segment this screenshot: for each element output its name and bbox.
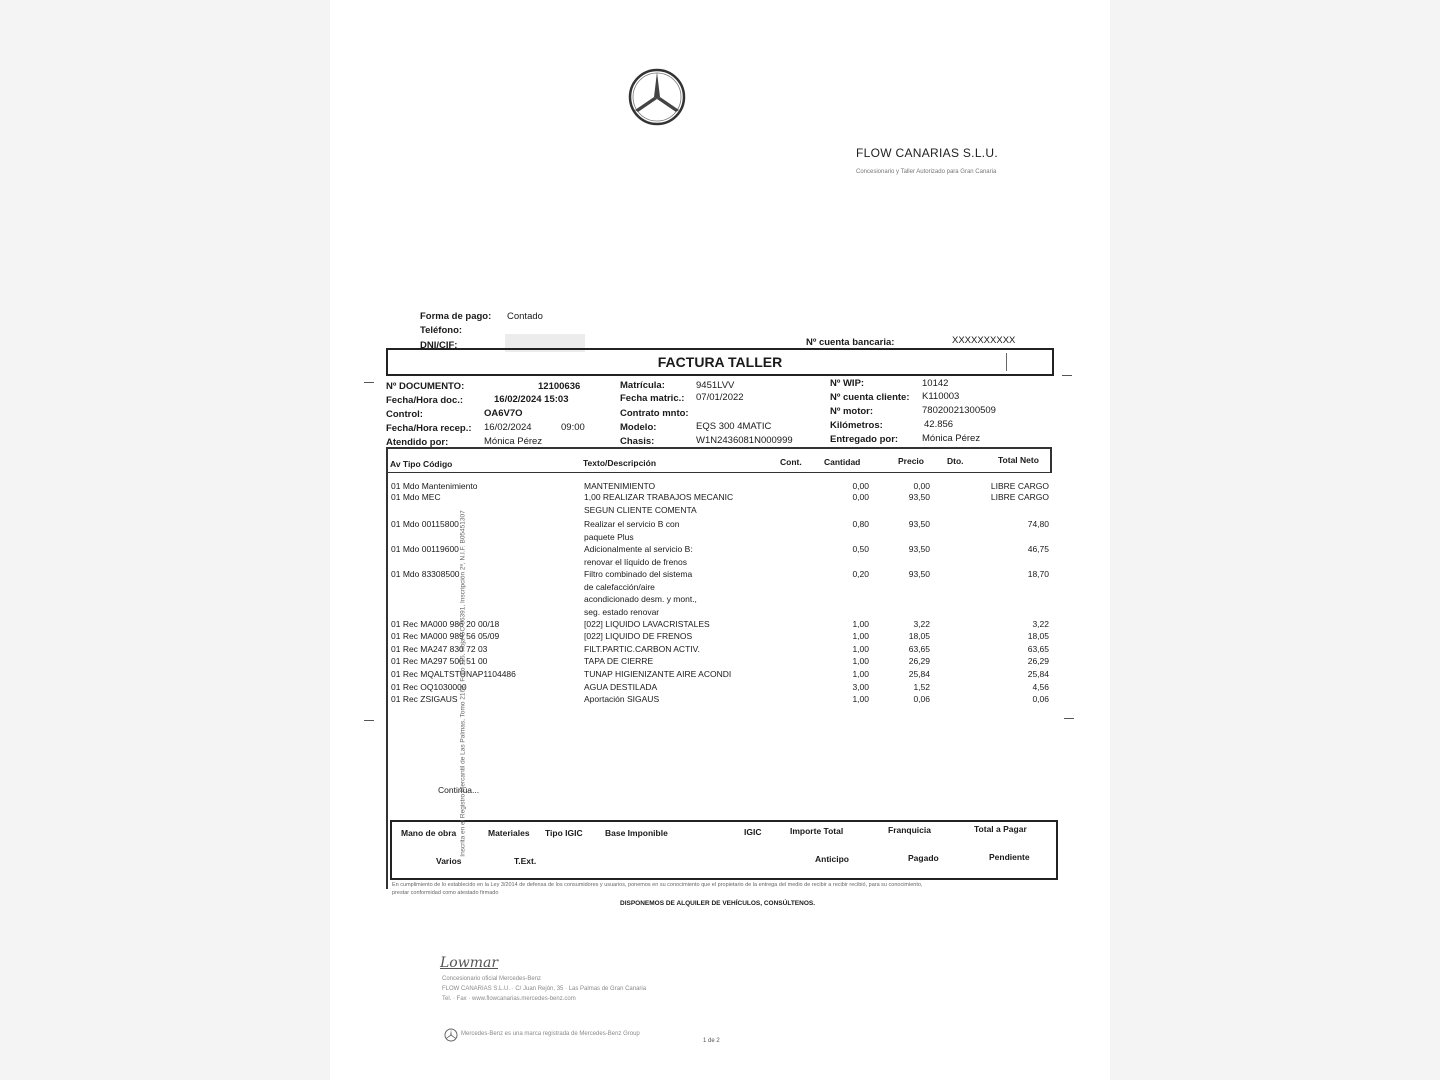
row-codigo: 01 Mdo 83308500 xyxy=(391,569,460,579)
row-cantidad: 1,00 xyxy=(852,656,869,666)
row-precio: 93,50 xyxy=(908,519,930,529)
footer-line-1: Concesionario oficial Mercedes-Benz xyxy=(442,976,542,982)
row-cantidad: 1,00 xyxy=(852,631,869,641)
atendido-value: Mónica Pérez xyxy=(484,436,543,447)
row-total: 3,22 xyxy=(1032,619,1049,629)
row-cantidad: 0,80 xyxy=(852,519,869,529)
row-cantidad: 1,00 xyxy=(852,669,869,679)
row-total: 18,70 xyxy=(1027,569,1049,579)
margin-tick xyxy=(1062,375,1072,376)
row-descripcion: [022] LIQUIDO DE FRENOS xyxy=(584,631,693,641)
total-pagar-label: Total a Pagar xyxy=(974,824,1027,834)
row-cantidad: 1,00 xyxy=(852,619,869,629)
row-precio: 1,52 xyxy=(913,682,930,692)
forma-pago-value: Contado xyxy=(507,311,543,322)
forma-pago-label: Forma de pago: xyxy=(420,311,492,322)
row-codigo: 01 Rec MQALTSTUNAP1104486 xyxy=(391,669,516,679)
row-descripcion: AGUA DESTILADA xyxy=(584,682,658,692)
mano-obra-label: Mano de obra xyxy=(401,828,457,838)
chasis-label: Chasis: xyxy=(620,436,655,447)
fecha-matric-value: 07/01/2022 xyxy=(696,392,744,403)
cuenta-bancaria-value: XXXXXXXXXX xyxy=(952,335,1016,346)
row-precio: 3,22 xyxy=(913,619,930,629)
pendiente-label: Pendiente xyxy=(989,852,1030,862)
fecha-doc-value: 16/02/2024 15:03 xyxy=(494,394,569,405)
row-codigo: 01 Mdo MEC xyxy=(391,492,441,502)
row-total: LIBRE CARGO xyxy=(990,492,1049,502)
cuenta-bancaria-label: Nº cuenta bancaria: xyxy=(806,337,895,348)
row-descripcion: Filtro combinado del sistema xyxy=(584,569,693,579)
row-descripcion: 1,00 REALIZAR TRABAJOS MECANIC xyxy=(584,492,734,502)
hora-recep-value: 09:00 xyxy=(561,422,585,433)
row-descripcion: MANTENIMIENTO xyxy=(584,481,656,491)
row-precio: 0,06 xyxy=(913,694,930,704)
fecha-matric-label: Fecha matric.: xyxy=(620,393,685,404)
col-texto-header: Texto/Descripción xyxy=(583,458,657,468)
row-descripcion: seg. estado renovar xyxy=(584,606,660,617)
margin-tick xyxy=(364,720,374,721)
legal-footnote-text: En cumplimiento de lo establecido en la Ley 3/2014 de defensa de los consumidores y usuarios, ponemos en su conocimiento que el propietario de la entrega del medio de recibir a recibir recibió, para su conocimiento, xyxy=(392,882,923,888)
row-codigo: 01 Rec MA000 986 20 00/18 xyxy=(391,619,500,629)
row-precio: 0,00 xyxy=(913,481,930,491)
margin-tick xyxy=(364,382,374,383)
pagado-label: Pagado xyxy=(908,853,939,863)
footer-line-4: Mercedes-Benz es una marca registrada de Mercedes-Benz Group xyxy=(461,1031,640,1037)
row-total: 74,80 xyxy=(1027,519,1049,529)
row-cantidad: 1,00 xyxy=(852,694,869,704)
franquicia-label: Franquicia xyxy=(888,825,931,835)
modelo-label: Modelo: xyxy=(620,422,657,433)
row-total: 25,84 xyxy=(1027,669,1049,679)
text-label: T.Ext. xyxy=(514,856,537,866)
km-label: Kilómetros: xyxy=(830,420,883,431)
col-tipo-header: Av Tipo Código xyxy=(390,459,453,469)
matricula-label: Matrícula: xyxy=(620,380,665,391)
legal-footnote-text-2: prestar conformidad como atestado firmado xyxy=(392,890,499,896)
row-cantidad: 0,00 xyxy=(852,492,869,502)
invoice-title-text: FACTURA TALLER xyxy=(657,354,783,370)
telefono-label: Teléfono: xyxy=(420,325,463,336)
materiales-label: Materiales xyxy=(488,828,530,838)
footer-line-3: Tel. · Fax · www.flowcanarias.mercedes-benz.com xyxy=(442,996,576,1002)
row-descripcion: TUNAP HIGIENIZANTE AIRE ACONDI xyxy=(584,669,732,679)
col-total-header: Total Neto xyxy=(998,455,1039,465)
header-divider xyxy=(386,472,1052,473)
company-subtitle: Concesionario y Taller Autorizado para Gran Canaria xyxy=(856,169,997,175)
row-total: 26,29 xyxy=(1027,656,1049,666)
row-descripcion: TAPA DE CIERRE xyxy=(584,656,654,666)
legal-footnote xyxy=(392,881,1062,897)
control-label: Control: xyxy=(386,409,423,420)
row-descripcion: renovar el líquido de frenos xyxy=(584,556,688,567)
row-total: 0,06 xyxy=(1032,694,1049,704)
row-total: 63,65 xyxy=(1027,644,1049,654)
row-codigo: 01 Rec OQ1030000 xyxy=(391,682,467,692)
row-cantidad: 0,50 xyxy=(852,544,869,554)
row-total: 18,05 xyxy=(1027,631,1049,641)
contrato-label: Contrato mnto: xyxy=(620,408,689,419)
entregado-value: Mónica Pérez xyxy=(922,433,981,444)
matricula-value: 9451LVV xyxy=(696,380,735,391)
control-value: OA6V7O xyxy=(484,408,523,419)
col-cont-header: Cont. xyxy=(780,457,802,467)
wip-label: Nº WIP: xyxy=(830,378,865,389)
col-precio-header: Precio xyxy=(898,456,924,466)
row-codigo: 01 Rec ZSIGAUS xyxy=(391,694,458,704)
cuenta-cliente-label: Nº cuenta cliente: xyxy=(830,392,910,403)
row-total: 4,56 xyxy=(1032,682,1049,692)
entregado-label: Entregado por: xyxy=(830,434,899,445)
row-codigo: 01 Mdo Mantenimiento xyxy=(391,481,478,491)
dni-label: DNI/CIF: xyxy=(420,340,458,351)
row-cantidad: 0,00 xyxy=(852,481,869,491)
km-value: 42.856 xyxy=(924,419,954,430)
margin-tick xyxy=(1064,718,1074,719)
footer-line-2: FLOW CANARIAS S.L.U. · C/ Juan Rejón, 35 · Las Palmas de Gran Canaria xyxy=(442,986,647,992)
row-codigo: 01 Rec MA247 830 72 03 xyxy=(391,644,488,654)
row-precio: 93,50 xyxy=(908,569,930,579)
row-codigo: 01 Rec MA000 989 56 05/09 xyxy=(391,631,500,641)
tipo-igic-label: Tipo IGIC xyxy=(545,828,583,838)
row-precio: 93,50 xyxy=(908,544,930,554)
row-precio: 93,50 xyxy=(908,492,930,502)
row-precio: 63,65 xyxy=(908,644,930,654)
mercedes-mini-icon xyxy=(444,1028,458,1042)
company-name: FLOW CANARIAS S.L.U. xyxy=(856,146,999,160)
row-codigo: 01 Mdo 00115800 xyxy=(391,519,459,529)
col-cantidad-header: Cantidad xyxy=(824,457,861,467)
wip-value: 10142 xyxy=(922,378,949,389)
row-cantidad: 0,20 xyxy=(852,569,869,579)
mercedes-star-icon xyxy=(626,68,688,126)
row-precio: 18,05 xyxy=(908,631,930,641)
signature: Lowmar xyxy=(440,955,499,971)
continua-text: Continúa... xyxy=(438,785,480,795)
base-imponible-label: Base Imponible xyxy=(605,828,668,838)
row-precio: 26,29 xyxy=(908,656,930,666)
num-doc-value: 12100636 xyxy=(538,381,581,392)
fecha-recep-value: 16/02/2024 xyxy=(484,422,532,433)
motor-label: Nº motor: xyxy=(830,406,874,417)
fecha-recep-label: Fecha/Hora recep.: xyxy=(386,423,472,434)
row-descripcion: de calefacción/aire xyxy=(584,581,655,592)
row-codigo: 01 Mdo 00119600 xyxy=(391,544,459,554)
chasis-value: W1N2436081N000999 xyxy=(696,435,793,446)
row-total: 46,75 xyxy=(1027,544,1049,554)
row-cantidad: 1,00 xyxy=(852,644,869,654)
row-descripcion: Adicionalmente al servicio B: xyxy=(584,544,693,554)
invoice-title xyxy=(386,348,1054,376)
row-descripcion: SEGUN CLIENTE COMENTA xyxy=(584,504,697,515)
row-descripcion: paquete Plus xyxy=(584,531,634,542)
registry-vertical-text: Inscrita en el Registro Mercantil de Las Palmas, Tomo 2162, Folio 115, Hoja GC-56391, Inscripción 2ª, N.I.F. B05451307 xyxy=(459,510,467,857)
row-codigo: 01 Rec MA297 500 51 00 xyxy=(391,656,488,666)
anticipo-label: Anticipo xyxy=(815,854,849,864)
row-cantidad: 3,00 xyxy=(852,682,869,692)
row-descripcion: [022] LIQUIDO LAVACRISTALES xyxy=(584,619,710,629)
page-number: 1 de 2 xyxy=(703,1038,720,1044)
row-precio: 25,84 xyxy=(908,669,930,679)
motor-value: 78020021300509 xyxy=(922,405,996,416)
row-descripcion: acondicionado desm. y mont., xyxy=(584,594,697,605)
cuenta-cliente-value: K110003 xyxy=(922,391,960,402)
row-total: LIBRE CARGO xyxy=(990,481,1049,491)
row-descripcion: Aportación SIGAUS xyxy=(584,694,660,704)
row-descripcion: FILT.PARTIC.CARBON ACTIV. xyxy=(584,644,700,654)
modelo-value: EQS 300 4MATIC xyxy=(696,421,772,432)
alquiler-notice: DISPONEMOS DE ALQUILER DE VEHÍCULOS, CONSÚLTENOS. xyxy=(620,900,816,907)
igic-label: IGIC xyxy=(744,827,762,837)
importe-total-label: Importe Total xyxy=(790,826,844,836)
varios-label: Varios xyxy=(436,856,462,866)
row-descripcion: Realizar el servicio B con xyxy=(584,519,680,529)
fecha-doc-label: Fecha/Hora doc.: xyxy=(386,395,464,406)
num-doc-label: Nº DOCUMENTO: xyxy=(386,381,465,392)
atendido-label: Atendido por: xyxy=(386,437,449,448)
col-dto-header: Dto. xyxy=(947,456,964,466)
